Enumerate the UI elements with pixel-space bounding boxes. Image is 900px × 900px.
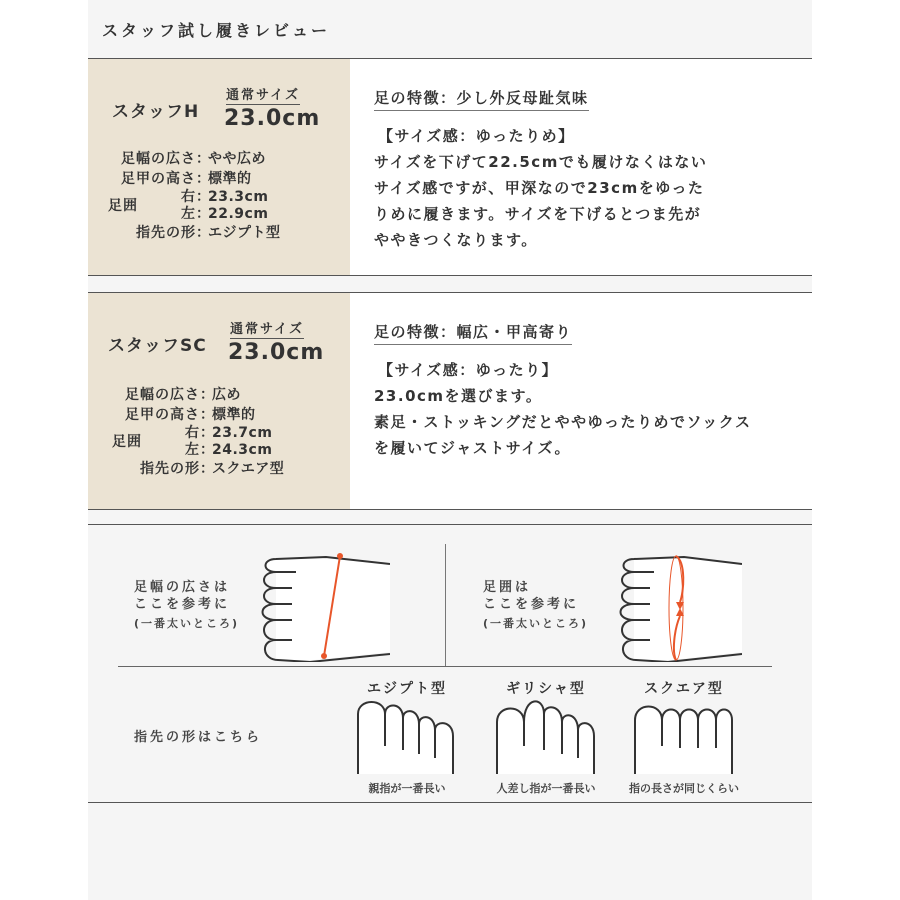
staff-card-h bbox=[88, 58, 812, 276]
square-toes-icon bbox=[632, 698, 736, 774]
spec-circumference: 足囲 右 ： 23.3cm 左 ： 22.9cm bbox=[108, 189, 269, 222]
spec-width: 足幅の広さ ： 広め bbox=[125, 387, 241, 403]
toe-type-square: スクエア型 指の長さが同じくらい bbox=[629, 681, 739, 795]
staff-card-sc bbox=[88, 292, 812, 510]
divider bbox=[118, 666, 772, 667]
spec-toe-shape: 指先の形 ： スクエア型 bbox=[140, 461, 285, 477]
measurement-guide bbox=[88, 524, 812, 804]
circumference-guide-text: 足囲は ここを参考に (一番太いところ) bbox=[483, 580, 589, 630]
spec-instep: 足甲の高さ ： 標準的 bbox=[125, 407, 256, 423]
staff-profile-panel bbox=[88, 59, 350, 275]
spec-toe-shape: 指先の形 ： エジプト型 bbox=[136, 225, 281, 241]
foot-width-icon bbox=[254, 552, 390, 662]
staff-review-panel bbox=[350, 293, 812, 509]
greek-toes-icon bbox=[494, 698, 598, 774]
foot-specs bbox=[92, 385, 284, 479]
fit-label: 【サイズ感：ゆったり】 bbox=[378, 361, 559, 379]
usual-size-value: 23.0cm bbox=[224, 106, 321, 131]
staff-name: スタッフSC bbox=[108, 336, 207, 356]
spec-width: 足幅の広さ ： やや広め bbox=[121, 151, 266, 167]
review-text: 【サイズ感：ゆったりめ】 サイズを下げて22.5cmでも履けなくはない サイズ感ですが、甲深なので23cmをゆった りめに履きます。サイズを下げるとつま先が ややきつくなります。 bbox=[374, 123, 812, 253]
usual-size-value: 23.0cm bbox=[228, 340, 325, 365]
foot-specs bbox=[88, 149, 281, 243]
egyptian-toes-icon bbox=[355, 698, 459, 774]
usual-size-label: 通常サイズ bbox=[226, 84, 300, 105]
foot-feature: 足の特徴：幅広・甲高寄り bbox=[374, 321, 572, 345]
spec-instep: 足甲の高さ ： 標準的 bbox=[121, 171, 252, 187]
toe-type-egyptian: エジプト型 親指が一番長い bbox=[352, 678, 462, 796]
divider bbox=[88, 524, 812, 525]
divider bbox=[88, 802, 812, 803]
fit-label: 【サイズ感：ゆったりめ】 bbox=[378, 127, 575, 145]
staff-review-panel bbox=[350, 59, 812, 275]
divider bbox=[445, 544, 446, 666]
staff-name: スタッフH bbox=[112, 102, 200, 122]
page-title: スタッフ試し履きレビュー bbox=[102, 21, 331, 40]
usual-size-label: 通常サイズ bbox=[230, 318, 304, 339]
toe-type-greek: ギリシャ型 人差し指が一番長い bbox=[488, 678, 604, 796]
review-page bbox=[88, 0, 812, 900]
foot-circumference-icon bbox=[612, 552, 742, 662]
spec-circumference: 足囲 右 ： 23.7cm 左 ： 24.3cm bbox=[112, 425, 273, 458]
toe-shape-label: 指先の形はこちら bbox=[134, 730, 263, 745]
review-text: 【サイズ感：ゆったり】 23.0cmを選びます。 素足・ストッキングだとややゆったりめでソックス を履いてジャストサイズ。 bbox=[374, 357, 812, 461]
foot-feature: 足の特徴：少し外反母趾気味 bbox=[374, 87, 589, 111]
staff-profile-panel bbox=[88, 293, 350, 509]
width-guide-text: 足幅の広さは ここを参考に (一番太いところ) bbox=[134, 580, 240, 630]
